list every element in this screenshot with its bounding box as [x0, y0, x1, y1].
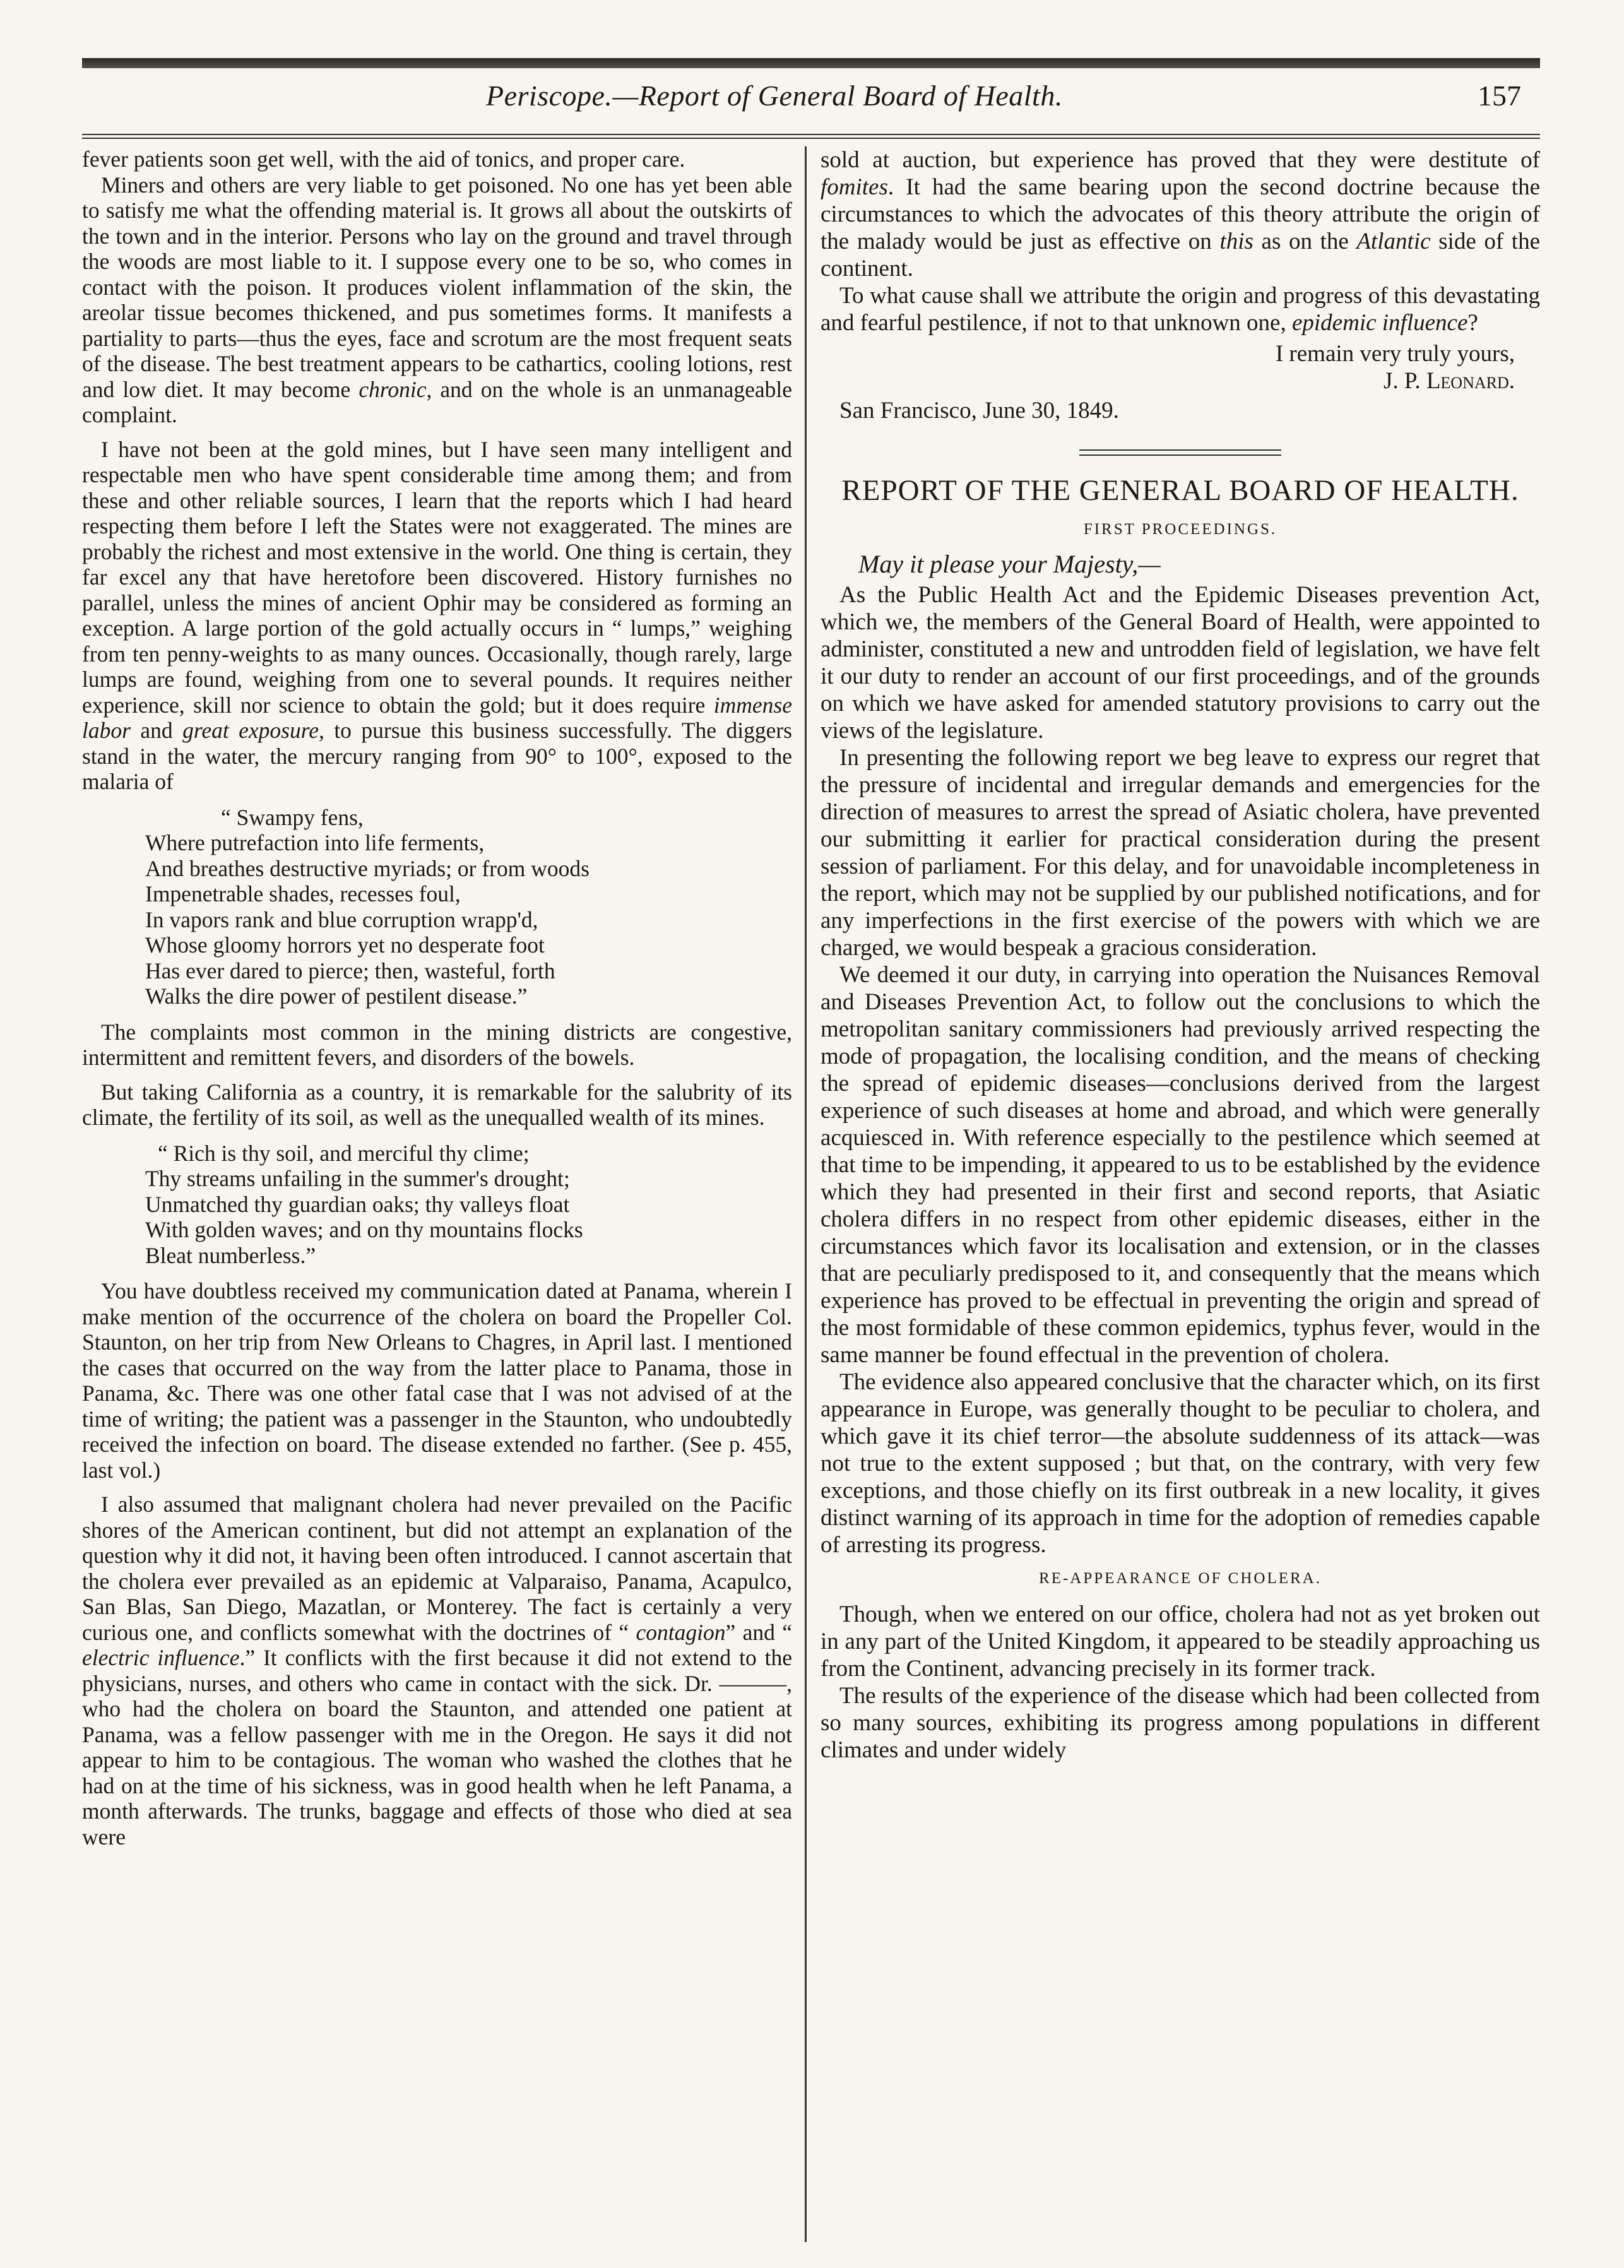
top-rule [82, 58, 1540, 68]
paragraph: sold at auction, but experience has proved that they were destitute of fomites. It had the same bearing upon the second doctrine because the circumstances to which the advocates of this theory attribute the origin of the malady would be just as effective on this as on the Atlantic side of the continent. [821, 147, 1540, 282]
paragraph: The evidence also appeared conclusive that the character which, on its first appearance in Europe, was generally thought to be peculiar to cholera, and which gave it its chief terror—the absolute suddenness of its attack—was not true to the extent supposed ; but that, on the contrary, with very few exceptions, and those chiefly on its first outbreak in a new locality, it gives distinct warning of its approach in time for the adoption of remedies capable of arresting its progress. [821, 1369, 1540, 1558]
verse-line: Unmatched thy guardian oaks; thy valleys float [145, 1191, 570, 1217]
right-column [821, 146, 1540, 2242]
page-header [82, 79, 1540, 129]
paragraph: But taking California as a country, it is remarkable for the salubrity of its climate, the fertility of its soil, as well as the unequalled wealth of its mines. [82, 1079, 792, 1130]
paragraph: We deemed it our duty, in carrying into operation the Nuisances Removal and Diseases Prevention Act, to follow out the conclusions to which the metropolitan sanitary commissioners had previously arrived respecting the mode of propagation, the localising condition, and the means of checking the spread of epidemic diseases—conclusions derived from the largest experience of such diseases at home and abroad, and which were generally acquiesced in. With reference especially to the pestilence which seemed at that time to be impending, it appeared to us to be established by the evidence which they had presented in their first and second reports, that Asiatic cholera differs in no respect from other epidemic diseases, either in the circumstances which favor its localisation and extension, or in the classes that are peculiarly predisposed to it, and consequently that the means which experience has proved to be effectual in preventing the origin and spread of the most formidable of these common epidemics, typhus fever, would in the same manner be found effectual in the prevention of cholera. [821, 962, 1540, 1368]
verse-quote-swampy-fens [145, 805, 792, 1009]
column-divider [805, 146, 807, 2242]
dateline: San Francisco, June 30, 1849. [839, 398, 1119, 424]
verse-line: With golden waves; and on thy mountains flocks [145, 1217, 583, 1242]
verse-line: And breathes destructive myriads; or from woods [145, 855, 590, 881]
verse-line: Where putrefaction into life ferments, [145, 830, 485, 855]
header-rule [82, 134, 1540, 139]
verse-line: “ Swampy fens, [221, 804, 364, 830]
section-divider [1079, 449, 1281, 456]
running-title: Periscope.—Report of General Board of Health. [486, 80, 1063, 112]
verse-line: Has ever dared to pierce; then, wasteful, forth [145, 958, 555, 983]
paragraph: The results of the experience of the disease which had been collected from so many sources, exhibiting its progress among populations in different climates and under widely [821, 1683, 1540, 1763]
section-heading-reappearance: RE-APPEARANCE OF CHOLERA. [1039, 1570, 1322, 1587]
verse-line: Thy streams unfailing in the summer's drought; [145, 1166, 570, 1191]
paragraph: Miners and others are very liable to get poisoned. No one has yet been able to satisfy me what the offending material is. It grows all about the outskirts of the town and in the interior. Persons who lay on the ground and travel through the woods are most liable to it. I suppose every one to be so, who comes in contact with the poison. It produces violent inflammation of the skin, the areolar tissue becomes thickened, and pus sometimes forms. It manifests a partiality to parts—thus the eyes, face and scrotum are the most frequent seats of the disease. The best treatment appears to be cathartics, cooling lotions, rest and low diet. It may become chronic, and on the whole is an unmanageable complaint. [82, 172, 792, 427]
verse-line: Bleat numberless.” [145, 1242, 316, 1268]
paragraph: The complaints most common in the mining districts are congestive, intermittent and remittent fevers, and disorders of the bowels. [82, 1019, 792, 1070]
paragraph: To what cause shall we attribute the origin and progress of this devastating and fearful pestilence, if not to that unknown one, epidemic influence? [821, 283, 1540, 336]
paragraph: Though, when we entered on our office, cholera had not as yet broken out in any part of the United Kingdom, it appeared to be steadily approaching us from the Continent, advancing precisely in its former track. [821, 1601, 1540, 1682]
paragraph: You have doubtless received my communication dated at Panama, wherein I make mention of the occurrence of the cholera on board the Propeller Col. Staunton, on her trip from New Orleans to Chagres, in April last. I mentioned the cases that occurred on the way from the latter place to Panama, those in Panama, &c. There was one other fatal case that I was not advised of at the time of writing; the patient was a passenger in the Staunton, who undoubtedly received the infection on board. The disease extended no farther. (See p. 455, last vol.) [82, 1278, 792, 1483]
report-title: REPORT OF THE GENERAL BOARD OF HEALTH. [841, 474, 1519, 507]
paragraph: As the Public Health Act and the Epidemic Diseases prevention Act, which we, the members of the General Board of Health, were appointed to administer, constituted a new and untrodden field of legislation, we have felt it our duty to render an account of our first proceedings, and of the grounds on which we have asked for amended statutory provisions to carry out the views of the legislature. [821, 582, 1540, 744]
paragraph: I have not been at the gold mines, but I have seen many intelligent and respectable men who have spent considerable time among them; and from these and other reliable sources, I learn that the reports which I had heard respecting them before I left the States were not exaggerated. The mines are probably the richest and most extensive in the world. One thing is certain, they far excel any that have heretofore been discovered. History furnishes no parallel, unless the mines of ancient Ophir may be considered as forming an exception. A large portion of the gold actually occurs in “ lumps,” weighing from ten penny-weights to as many ounces. Occasionally, though rarely, large lumps are found, weighing from one to several pounds. It requires neither experience, skill nor science to obtain the gold; but it does require immense labor and great exposure, to pursue this business successfully. The diggers stand in the water, the mercury ranging from 90° to 100°, exposed to the malaria of [82, 436, 792, 794]
paragraph: I also assumed that malignant cholera had never prevailed on the Pacific shores of the American continent, but did not attempt an explanation of the question why it did not, it having been often introduced. I cannot ascertain that the cholera ever prevailed as an epidemic at Valparaiso, Panama, Acapulco, San Blas, San Diego, Mazatlan, or Monterey. The fact is certainly a very curious one, and conflicts somewhat with the doctrines of “ contagion” and “ electric influence.” It conflicts with the first because it did not extend to the physicians, nurses, and others who came in contact with the sick. Dr. ———, who had the cholera on board the Staunton, and attended one patient at Panama, was a fellow passenger with me in the Oregon. He says it did not appear to him to be contagious. The woman who washed the clothes that he had on at the time of his sickness, was in good health when he left Panama, a month afterwards. The trunks, baggage and effects of those who died at sea were [82, 1492, 792, 1849]
section-heading-first-proceedings: FIRST PROCEEDINGS. [1083, 521, 1277, 538]
paragraph: fever patients soon get well, with the aid of tonics, and proper care. [82, 146, 685, 172]
left-column [82, 146, 792, 2242]
paragraph: In presenting the following report we beg leave to express our regret that the pressure of incidental and irregular demands and emergencies for the direction of measures to arrest the spread of Asiatic cholera, have prevented our submitting it earlier for practical consideration during the present session of parliament. For this delay, and for unavoidable incompleteness in the report, which may not be supplied by our published notifications, and for any imperfections in the first exercise of the powers with which we are charged, we would bespeak a gracious consideration. [821, 745, 1540, 961]
verse-line: “ Rich is thy soil, and merciful thy clime; [158, 1140, 530, 1166]
verse-quote-rich-soil [145, 1141, 792, 1269]
letter-signature: J. P. Leonard. [1383, 368, 1515, 394]
verse-line: Impenetrable shades, recesses foul, [145, 881, 461, 906]
verse-line: In vapors rank and blue corruption wrapp'd, [145, 906, 538, 932]
verse-line: Walks the dire power of pestilent disease.” [145, 983, 528, 1009]
verse-line: Whose gloomy horrors yet no desperate foot [145, 932, 545, 958]
letter-signoff: I remain very truly yours, [1275, 341, 1515, 367]
salutation: May it please your Majesty,— [858, 550, 1161, 578]
page-number: 157 [1478, 80, 1521, 112]
